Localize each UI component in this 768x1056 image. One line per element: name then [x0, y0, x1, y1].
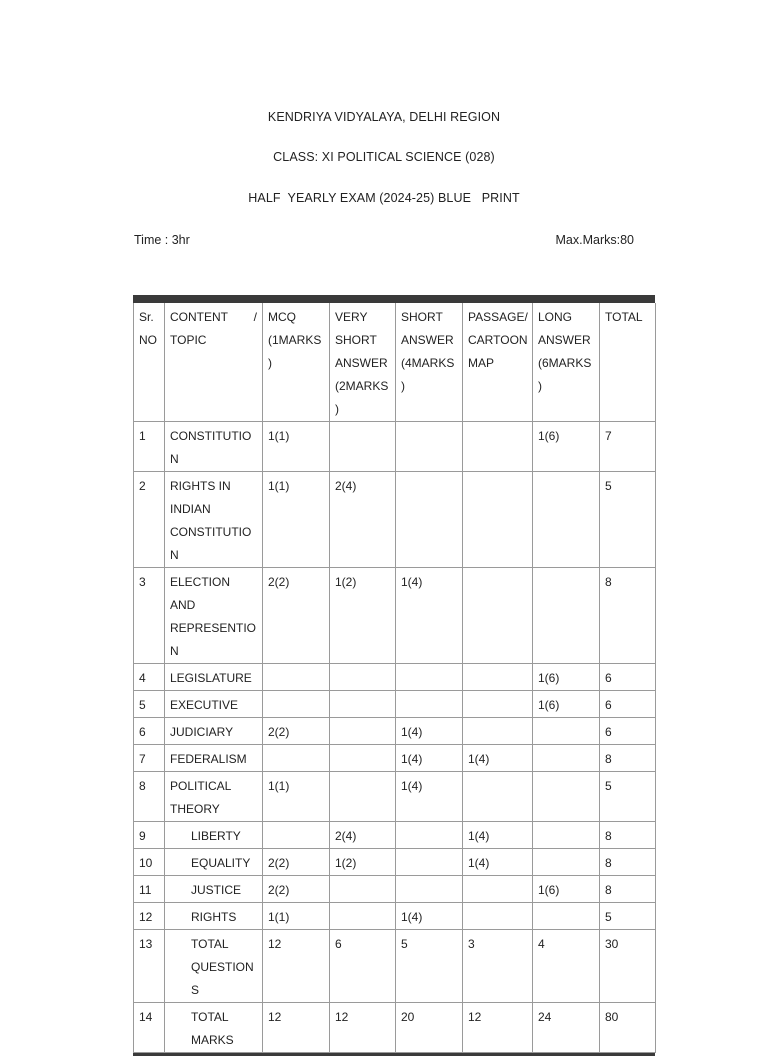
header-long-answer: LONG ANSWER (6MARKS)	[533, 303, 600, 422]
header-topic	[165, 303, 263, 422]
cell-mcq: 1(1)	[263, 772, 330, 822]
cell-total: 6	[600, 718, 656, 745]
cell-long-answer	[533, 849, 600, 876]
cell-total: 6	[600, 691, 656, 718]
table-row	[134, 1003, 656, 1053]
cell-topic: EXECUTIVE	[165, 691, 263, 718]
cell-mcq: 2(2)	[263, 849, 330, 876]
cell-sr: 13	[134, 930, 165, 1003]
cell-passage-cartoon-map: 1(4)	[463, 822, 533, 849]
cell-very-short-answer: 12	[330, 1003, 396, 1053]
cell-passage-cartoon-map	[463, 903, 533, 930]
cell-sr: 7	[134, 745, 165, 772]
cell-long-answer: 4	[533, 930, 600, 1003]
cell-topic: JUSTICE	[165, 876, 263, 903]
cell-very-short-answer	[330, 664, 396, 691]
cell-topic: POLITICAL THEORY	[165, 772, 263, 822]
cell-long-answer: 1(6)	[533, 664, 600, 691]
cell-mcq	[263, 664, 330, 691]
header-topic-label: CONTENT TOPIC	[170, 310, 228, 347]
cell-very-short-answer	[330, 745, 396, 772]
cell-passage-cartoon-map: 3	[463, 930, 533, 1003]
table-row	[134, 930, 656, 1003]
cell-short-answer	[396, 664, 463, 691]
cell-passage-cartoon-map	[463, 472, 533, 568]
cell-short-answer: 1(4)	[396, 718, 463, 745]
cell-very-short-answer: 6	[330, 930, 396, 1003]
table-row	[134, 876, 656, 903]
cell-long-answer: 1(6)	[533, 691, 600, 718]
cell-short-answer	[396, 691, 463, 718]
cell-very-short-answer	[330, 718, 396, 745]
cell-sr: 9	[134, 822, 165, 849]
cell-long-answer	[533, 822, 600, 849]
cell-total: 30	[600, 930, 656, 1003]
cell-mcq	[263, 691, 330, 718]
cell-topic: JUDICIARY	[165, 718, 263, 745]
cell-sr: 6	[134, 718, 165, 745]
cell-topic: RIGHTS	[165, 903, 263, 930]
cell-long-answer	[533, 772, 600, 822]
cell-topic: FEDERALISM	[165, 745, 263, 772]
cell-total: 8	[600, 876, 656, 903]
table-body	[134, 422, 656, 1053]
cell-total: 80	[600, 1003, 656, 1053]
cell-short-answer	[396, 849, 463, 876]
cell-very-short-answer	[330, 903, 396, 930]
cell-topic: RIGHTS IN INDIAN CONSTITUTION	[165, 472, 263, 568]
cell-passage-cartoon-map: 1(4)	[463, 849, 533, 876]
cell-sr: 3	[134, 568, 165, 664]
cell-very-short-answer	[330, 772, 396, 822]
cell-topic: LIBERTY	[165, 822, 263, 849]
table-row	[134, 691, 656, 718]
cell-very-short-answer	[330, 876, 396, 903]
cell-total: 5	[600, 903, 656, 930]
table-row	[134, 422, 656, 472]
cell-long-answer	[533, 903, 600, 930]
header-passage-cartoon-map: PASSAGE/ CARTOON MAP	[463, 303, 533, 422]
cell-mcq: 12	[263, 930, 330, 1003]
cell-very-short-answer: 2(4)	[330, 472, 396, 568]
table-row	[134, 903, 656, 930]
cell-short-answer: 1(4)	[396, 903, 463, 930]
cell-sr: 2	[134, 472, 165, 568]
table-row	[134, 849, 656, 876]
cell-total: 8	[600, 822, 656, 849]
cell-very-short-answer	[330, 422, 396, 472]
cell-very-short-answer: 1(2)	[330, 849, 396, 876]
cell-long-answer	[533, 568, 600, 664]
cell-short-answer	[396, 876, 463, 903]
cell-short-answer: 1(4)	[396, 745, 463, 772]
cell-passage-cartoon-map	[463, 664, 533, 691]
cell-long-answer	[533, 718, 600, 745]
cell-short-answer: 1(4)	[396, 568, 463, 664]
cell-total: 6	[600, 664, 656, 691]
cell-passage-cartoon-map	[463, 691, 533, 718]
cell-mcq: 1(1)	[263, 422, 330, 472]
header-short-answer: SHORT ANSWER (4MARKS)	[396, 303, 463, 422]
cell-mcq: 1(1)	[263, 903, 330, 930]
cell-topic: LEGISLATURE	[165, 664, 263, 691]
cell-short-answer	[396, 822, 463, 849]
cell-total: 5	[600, 772, 656, 822]
cell-short-answer: 5	[396, 930, 463, 1003]
cell-topic: TOTAL MARKS	[165, 1003, 263, 1053]
cell-mcq	[263, 745, 330, 772]
blueprint-table	[133, 303, 656, 1053]
cell-sr: 1	[134, 422, 165, 472]
cell-mcq: 1(1)	[263, 472, 330, 568]
cell-topic: ELECTION AND REPRESENTION	[165, 568, 263, 664]
table-row	[134, 568, 656, 664]
cell-mcq	[263, 822, 330, 849]
cell-passage-cartoon-map	[463, 568, 533, 664]
header-very-short-answer: VERY SHORT ANSWER (2MARKS)	[330, 303, 396, 422]
cell-very-short-answer	[330, 691, 396, 718]
header-mcq: MCQ (1MARKS)	[263, 303, 330, 422]
cell-long-answer: 1(6)	[533, 876, 600, 903]
cell-sr: 4	[134, 664, 165, 691]
cell-passage-cartoon-map	[463, 772, 533, 822]
cell-long-answer	[533, 472, 600, 568]
table-row	[134, 745, 656, 772]
cell-long-answer: 1(6)	[533, 422, 600, 472]
cell-short-answer	[396, 422, 463, 472]
cell-sr: 12	[134, 903, 165, 930]
cell-short-answer: 20	[396, 1003, 463, 1053]
cell-short-answer: 1(4)	[396, 772, 463, 822]
table-row	[134, 772, 656, 822]
cell-long-answer	[533, 745, 600, 772]
cell-total: 8	[600, 849, 656, 876]
header-total: TOTAL	[600, 303, 656, 422]
cell-total: 8	[600, 568, 656, 664]
cell-passage-cartoon-map: 12	[463, 1003, 533, 1053]
cell-total: 5	[600, 472, 656, 568]
table-row	[134, 718, 656, 745]
cell-mcq: 2(2)	[263, 876, 330, 903]
cell-topic: EQUALITY	[165, 849, 263, 876]
table-row	[134, 822, 656, 849]
cell-sr: 5	[134, 691, 165, 718]
header-topic-slash: /	[253, 310, 257, 324]
cell-short-answer	[396, 472, 463, 568]
cell-long-answer: 24	[533, 1003, 600, 1053]
cell-sr: 10	[134, 849, 165, 876]
time-label: Time : 3hr	[134, 233, 190, 247]
header-sr: Sr. NO	[134, 303, 165, 422]
class-subject: CLASS: XI POLITICAL SCIENCE (028)	[273, 150, 495, 164]
cell-mcq: 2(2)	[263, 568, 330, 664]
table-row	[134, 664, 656, 691]
cell-total: 7	[600, 422, 656, 472]
blueprint-table-wrapper	[133, 295, 655, 1056]
school-title: KENDRIYA VIDYALAYA, DELHI REGION	[267, 110, 501, 124]
cell-very-short-answer: 2(4)	[330, 822, 396, 849]
table-row	[134, 472, 656, 568]
cell-total: 8	[600, 745, 656, 772]
cell-passage-cartoon-map	[463, 718, 533, 745]
cell-passage-cartoon-map: 1(4)	[463, 745, 533, 772]
cell-mcq: 12	[263, 1003, 330, 1053]
cell-sr: 11	[134, 876, 165, 903]
cell-sr: 14	[134, 1003, 165, 1053]
cell-mcq: 2(2)	[263, 718, 330, 745]
cell-very-short-answer: 1(2)	[330, 568, 396, 664]
cell-passage-cartoon-map	[463, 876, 533, 903]
header-row	[134, 303, 656, 422]
cell-topic: CONSTITUTION	[165, 422, 263, 472]
cell-passage-cartoon-map	[463, 422, 533, 472]
exam-title: HALF YEARLY EXAM (2024-25) BLUE PRINT	[248, 191, 520, 205]
cell-sr: 8	[134, 772, 165, 822]
cell-topic: TOTAL QUESTIONS	[165, 930, 263, 1003]
max-marks-label: Max.Marks:80	[555, 233, 634, 247]
